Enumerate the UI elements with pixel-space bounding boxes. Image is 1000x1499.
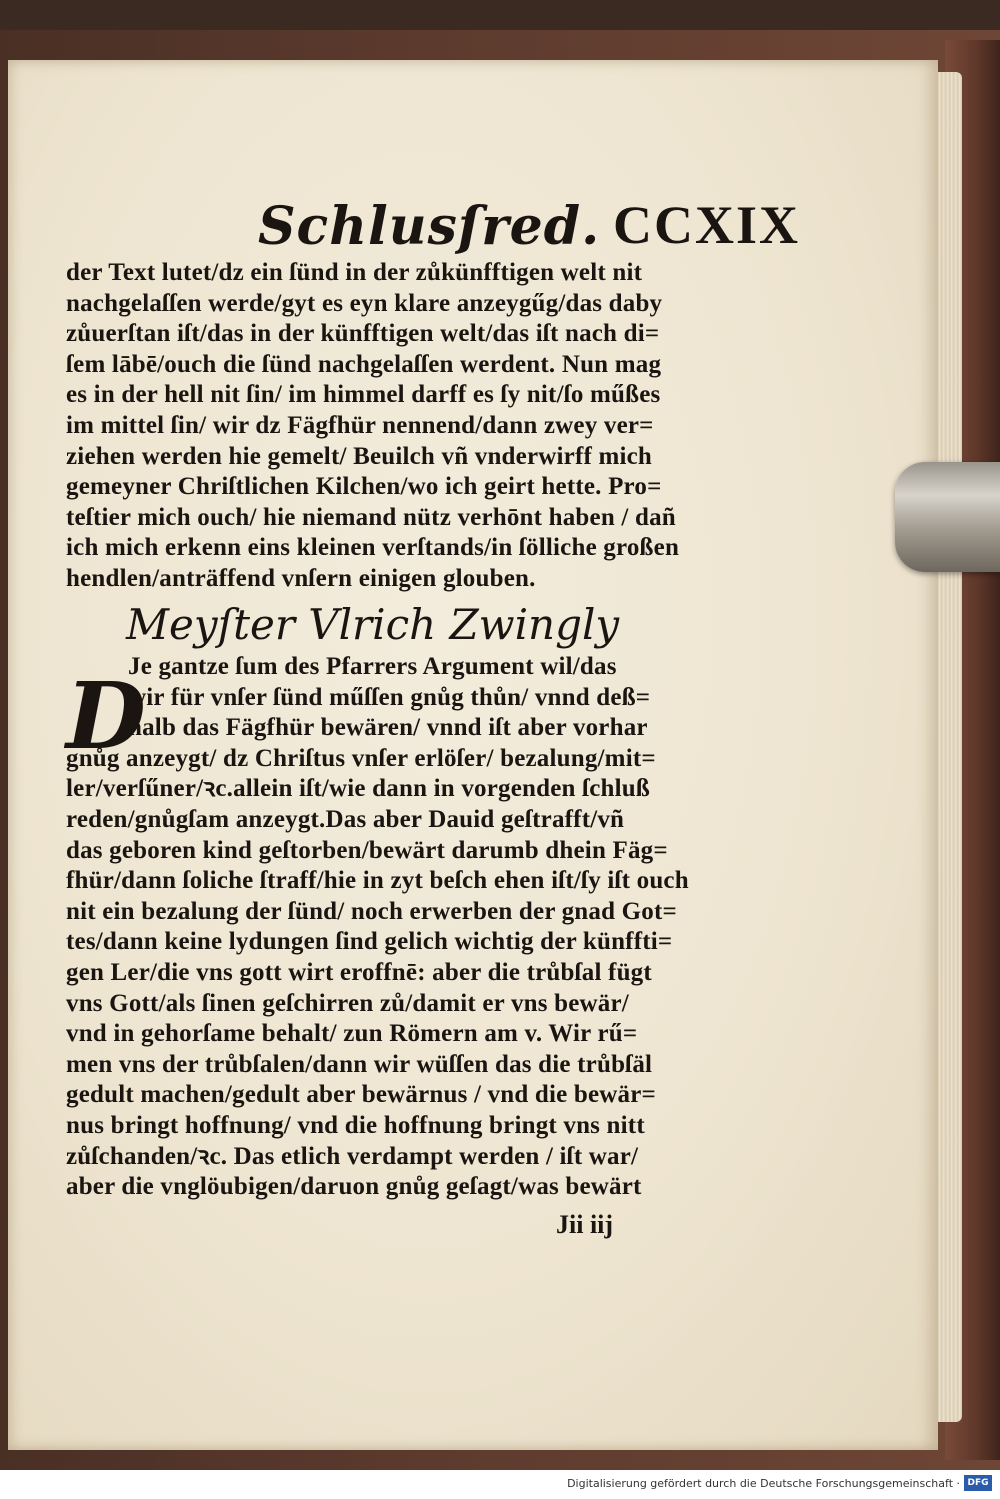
text-line: gedult machen/gedult aber bewärnus / vnd die bewär= [66, 1081, 656, 1109]
signature-mark: Jii iij [556, 1210, 614, 1239]
text-line: ich mich erkenn eins kleinen verſtands/in ſölliche großen [66, 534, 680, 562]
text-line: fhür/dann ſoliche ſtraff/hie in zyt beſch ehen iſt/ſy iſt ouch [66, 867, 689, 895]
text-line: zůſchanden/ꝛc. Das etlich verdampt werden / iſt war/ [66, 1142, 639, 1170]
text-line: hendlen/anträffend vnſern einigen glouben. [66, 565, 536, 592]
book-page [8, 60, 938, 1450]
text-line: wir für vnſer ſünd műſſen gnůg thůn/ vnnd deß= [128, 683, 651, 711]
text-line: halb das Fägfhür bewären/ vnnd iſt aber vorhar [128, 714, 648, 742]
footer-bar [0, 1470, 1000, 1499]
text-line: tes/dann keine lydungen ſind gelich wichtig der künffti= [66, 928, 673, 956]
text-line: Je gantze ſum des Pfarrers Argument wil/das [128, 653, 617, 680]
text-line: der Text lutet/dz ein ſünd in der zůkünfftigen welt nit [66, 259, 643, 286]
running-head: Schlusſred. [258, 196, 601, 257]
footer-credit: Digitalisierung gefördert durch die Deutsche Forschungsgemeinschaft · [567, 1477, 960, 1490]
text-line: vnd in gehorſame behalt/ zun Römern am v. Wir rű= [66, 1020, 638, 1048]
text-line: reden/gnůgſam anzeygt.Das aber Dauid geſtrafft/vñ [66, 806, 625, 833]
text-line: ſem lābē/ouch die ſünd nachgelaſſen werdent. Nun mag [66, 350, 662, 378]
text-line: im mittel ſin/ wir dz Fägfhür nennend/dann zwey ver= [66, 412, 654, 439]
text-line: ziehen werden hie gemelt/ Beuilch vñ vnderwirff mich [66, 442, 653, 470]
text-line: nit ein bezalung der ſünd/ noch erwerben der gnad Got= [66, 897, 677, 925]
text-line: gnůg anzeygt/ dz Chriſtus vnſer erlöſer/ bezalung/mit= [66, 744, 656, 772]
text-line: nachgelaſſen werde/gyt es eyn klare anzeygűg/das daby [66, 289, 663, 317]
text-line: ler/verſűner/ꝛc.allein iſt/wie dann in vorgenden ſchluß [66, 775, 650, 803]
text-line: nus bringt hoffnung/ vnd die hoffnung bringt vns nitt [66, 1112, 645, 1139]
metal-clasp [895, 462, 1000, 572]
drop-cap: D [66, 662, 146, 770]
text-line: vns Gott/als ſinen geſchirren zů/damit er vns bewär/ [66, 989, 629, 1017]
text-line: gemeyner Chriſtlichen Kilchen/wo ich geirt hette. Pro= [66, 473, 662, 501]
folio-number: CCXIX [613, 195, 801, 255]
section-heading: Meyſter Vlrich Zwingly [126, 600, 620, 649]
text-line: zůuerſtan iſt/das in der künfftigen welt/das iſt nach di= [66, 320, 660, 348]
text-line: teſtier mich ouch/ hie niemand nütz verhōnt haben / dañ [66, 503, 676, 531]
text-line: gen Ler/die vns gott wirt eroffnē: aber die trůbſal fügt [66, 959, 652, 986]
dfg-logo-icon: DFG [964, 1475, 992, 1491]
text-line: das geboren kind geſtorben/bewärt darumb dhein Fäg= [66, 836, 668, 864]
text-line: es in der hell nit ſin/ im himmel darff es ſy nit/ſo műßes [66, 381, 661, 409]
text-line: men vns der trůbſalen/dann wir wüſſen das die trůbſäl [66, 1050, 653, 1078]
text-line: aber die vnglöubigen/daruon gnůg geſagt/was bewärt [66, 1173, 642, 1201]
